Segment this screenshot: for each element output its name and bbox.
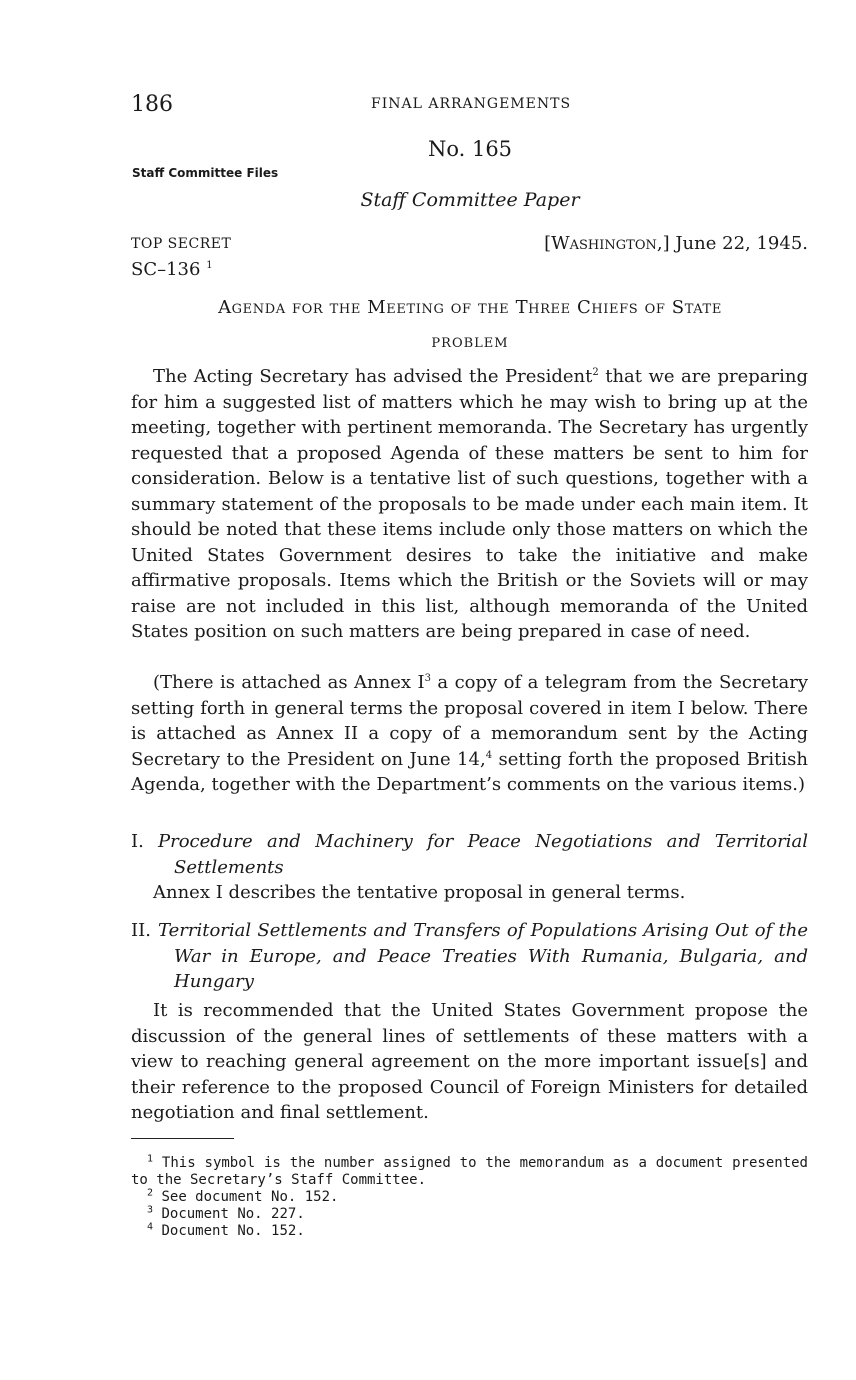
footnote-mark: 3	[424, 673, 431, 684]
paragraph-text: setting forth the proposed British Agenda, together with the Department’s comments on the various items.)	[131, 748, 809, 795]
problem-heading: PROBLEM	[431, 336, 509, 351]
footnote-mark: 1	[206, 260, 213, 271]
reference-code: SC–136	[131, 259, 201, 280]
footnote	[131, 1189, 808, 1206]
paragraph-1	[131, 364, 808, 645]
footnote-mark: 3	[147, 1204, 154, 1216]
footnote-text: This symbol is the number assigned to the memorandum as a document presented to the Secretary’s Staff Committee.	[131, 1155, 808, 1188]
footnote	[131, 1223, 808, 1240]
item-numeral: I.	[131, 831, 144, 852]
footnote-mark: 4	[485, 749, 493, 761]
paragraph-2	[131, 670, 808, 798]
paragraph-text: The Acting Secretary has advised the President	[153, 366, 593, 387]
paragraph-text: It is recommended that the United States Government propose the discussion of the general lines of settlements of these matters with a view to reaching general agreement on the more important issue[s] and their reference to the proposed Council of Foreign Ministers for detailed negotiation and final settlement.	[131, 1000, 808, 1123]
classification: TOP SECRET	[131, 236, 232, 252]
agenda-item-2	[131, 918, 808, 995]
paper-type: Staff Committee Paper	[360, 189, 580, 211]
place-date: [Washington,] June 22, 1945.	[544, 233, 808, 254]
document-reference	[131, 259, 213, 280]
page-number: 186	[131, 92, 173, 117]
date: June 22, 1945.	[675, 233, 808, 254]
agenda-title: Agenda for the Meeting of the Three Chiefs of State	[218, 297, 722, 318]
paragraph-text: a copy of a telegram from the Secretary setting forth in general terms the proposal covered in item I below. There is attached as Annex II a copy of a memorandum sent by the Acting Secretary to the President on June 14,	[131, 672, 809, 770]
place: Washington	[551, 233, 657, 254]
footnote-mark: 2	[147, 1187, 154, 1199]
item-title: Territorial Settlements and Transfers of Populations Arising Out of the War in Europe, and Peace Treaties With Rumania, Bulgaria, and Hungary	[158, 920, 808, 992]
footnotes	[131, 1155, 808, 1240]
document-number: No. 165	[427, 137, 513, 161]
paragraph-text: that we are preparing for him a suggested list of matters which he may wish to bring up at the meeting, together with pertinent memoranda. The Secretary has urgently requested that a proposed Agenda of these matters be sent to him for consideration. Below is a tentative list of such questions, together with a summary statement of the proposals to be made under each main item. It should be noted that these items include only those matters on which the United States Government desires to take the initiative and make affirmative proposals. Items which the British or the Soviets will or may raise are not included in this list, although memoranda of the United States position on such matters are being prepared in case of need.	[131, 366, 808, 642]
footnote-divider	[131, 1138, 234, 1139]
paragraph-3	[131, 998, 808, 1126]
footnote-mark: 4	[147, 1221, 154, 1233]
paragraph-text: (There is attached as Annex I	[153, 672, 425, 693]
footnote	[131, 1206, 808, 1223]
footnote-text: Document No. 152.	[161, 1223, 305, 1239]
item-numeral: II.	[131, 920, 151, 941]
footnote	[131, 1155, 808, 1189]
document-source: Staff Committee Files	[132, 166, 279, 180]
footnote-text: See document No. 152.	[161, 1189, 339, 1205]
agenda-item-1	[131, 829, 808, 880]
item-title: Procedure and Machinery for Peace Negotiations and Territorial Settlements	[158, 831, 808, 878]
footnote-mark: 2	[592, 367, 599, 378]
footnote-text: Document No. 227.	[161, 1206, 305, 1222]
item-1-note: Annex I describes the tentative proposal in general terms.	[153, 882, 686, 903]
running-head: FINAL ARRANGEMENTS	[371, 96, 572, 112]
footnote-mark: 1	[147, 1153, 154, 1165]
